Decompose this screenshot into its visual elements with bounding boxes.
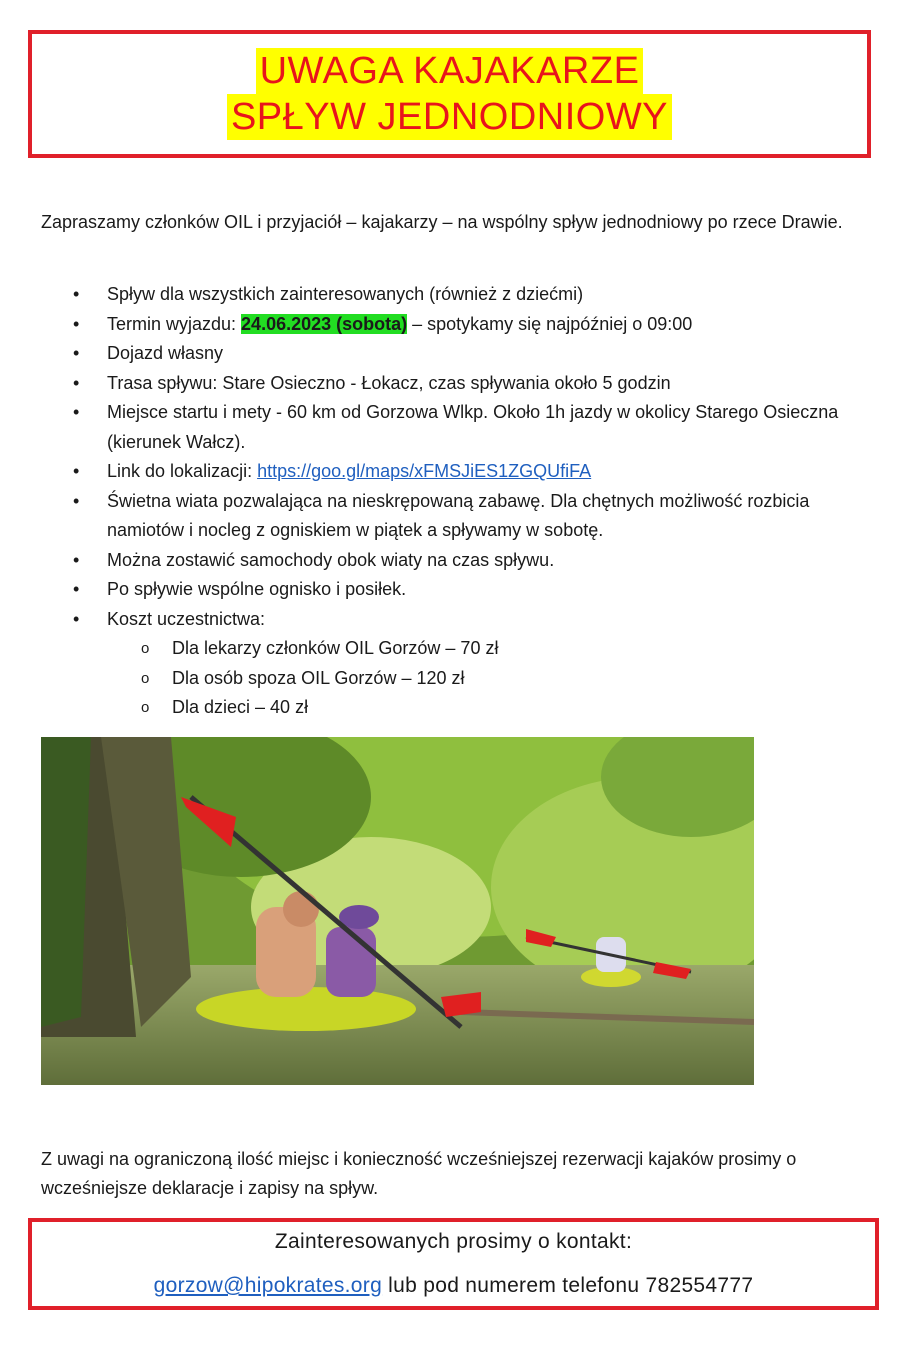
contact-line: [154, 1264, 754, 1308]
phone-text: lub pod numerem telefonu 782554777: [382, 1274, 754, 1297]
intro-paragraph: Zapraszamy członków OIL i przyjaciół – kajakarzy – na wspólny spływ jednodniowy po rzece Drawie.: [41, 212, 843, 232]
contact-frame: [28, 1218, 879, 1310]
details-list: [41, 280, 861, 723]
list-item: • Koszt uczestnictwa: o Dla lekarzy członków OIL Gorzów – 70 zł o Dla osób spoza OIL Gorzów – 120 zł o Dla dzieci – 40 zł: [41, 605, 861, 723]
list-item: • Można zostawić samochody obok wiaty na czas spływu.: [41, 546, 861, 576]
list-item: • Po spływie wspólne ognisko i posiłek.: [41, 575, 861, 605]
list-item: • Link do lokalizacji: https://goo.gl/maps/xFMSJiES1ZGQUfiFA: [41, 457, 861, 487]
cost-item: o Dla dzieci – 40 zł: [107, 693, 861, 723]
cost-item: o Dla lekarzy członków OIL Gorzów – 70 zł: [107, 634, 861, 664]
title-line-1: UWAGA KAJAKARZE: [256, 48, 644, 94]
contact-heading: Zainteresowanych prosimy o kontakt:: [274, 1230, 633, 1253]
list-item: • Trasa spływu: Stare Osieczno - Łokacz, czas spływania około 5 godzin: [41, 369, 861, 399]
title-line-2: SPŁYW JEDNODNIOWY: [227, 94, 672, 140]
title-frame: [28, 30, 871, 158]
location-link[interactable]: https://goo.gl/maps/xFMSJiES1ZGQUfiFA: [257, 461, 592, 481]
email-link[interactable]: gorzow@hipokrates.org: [153, 1274, 383, 1297]
list-item: • Miejsce startu i mety - 60 km od Gorzowa Wlkp. Około 1h jazdy w okolicy Starego Osieczna (kierunek Wałcz).: [41, 398, 861, 457]
list-item: • Spływ dla wszystkich zainteresowanych (również z dziećmi): [41, 280, 861, 310]
list-item: • Dojazd własny: [41, 339, 861, 369]
outro-paragraph: Z uwagi na ograniczoną ilość miejsc i konieczność wcześniejszej rezerwacji kajaków prosimy o wcześniejsze deklaracje i zapisy na spływ.: [41, 1149, 797, 1198]
list-item: • Świetna wiata pozwalająca na nieskrępowaną zabawę. Dla chętnych możliwość rozbicia namiotów i nocleg z ogniskiem w piątek a spływamy w sobotę.: [41, 487, 861, 546]
trip-date: 24.06.2023 (sobota): [241, 313, 408, 334]
list-item: • Termin wyjazdu: 24.06.2023 (sobota) – spotykamy się najpóźniej o 09:00: [41, 310, 861, 340]
cost-list: [107, 634, 861, 723]
cost-item: o Dla osób spoza OIL Gorzów – 120 zł: [107, 664, 861, 694]
kayaking-photo: [41, 737, 754, 1085]
